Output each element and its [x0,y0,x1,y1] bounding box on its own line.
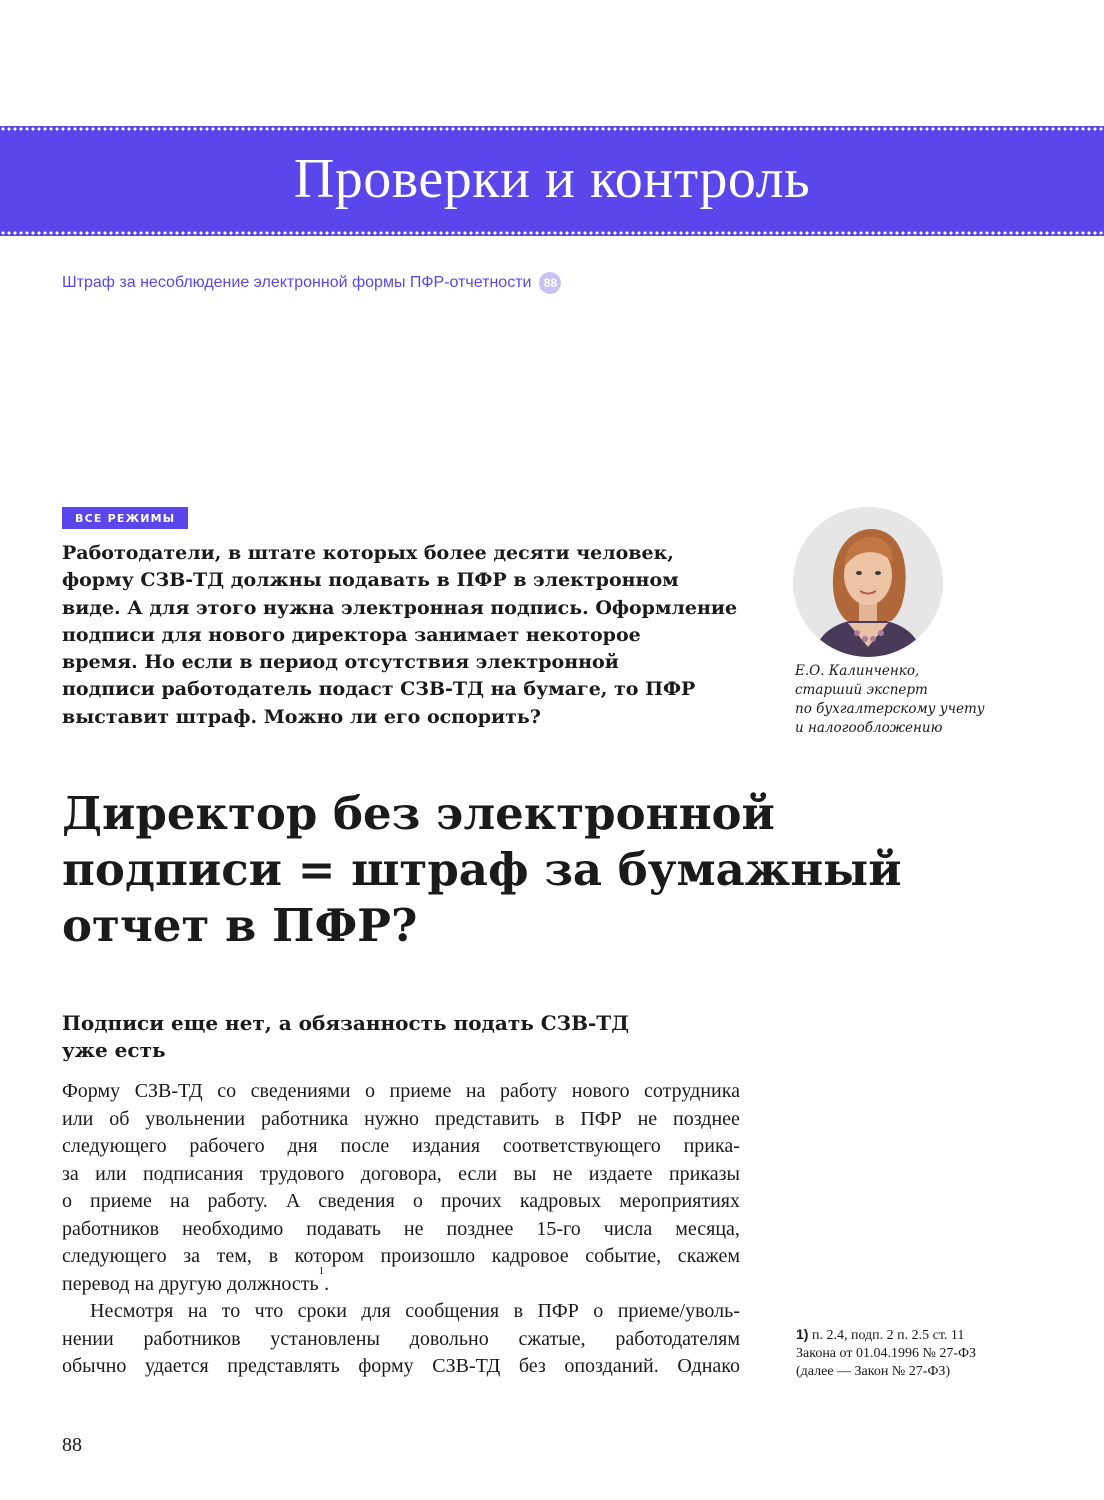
body-line: или об увольнении работника нужно представить в ПФР не позднее [62,1107,740,1130]
lead-line: виде. А для этого нужна электронная подпись. Оформление [62,596,738,619]
lead-line: время. Но если в период отсутствия электронной [62,651,619,674]
lead-line: подписи для нового директора занимает некоторое [62,623,641,646]
body-line: работников необходимо подавать не позднее 15-го числа месяца, [62,1217,740,1240]
subhead-line: Подписи еще нет, а обязанность подать СЗВ-ТД [62,1011,629,1035]
author-title-line: и налогообложению [795,720,943,736]
lead-line: Работодатели, в штате которых более десяти человек, [62,542,674,564]
body-line: следующего рабочего дня после издания соответствующего прика- [62,1135,740,1157]
article-subheading [62,1010,762,1064]
subhead-line: уже есть [62,1038,166,1062]
page-badge: 88 [539,272,561,294]
footnote-text: (далее — Закон № 27-ФЗ) [796,1364,951,1379]
page-number: 88 [62,1434,82,1456]
author-caption [795,662,1025,738]
body-line: о приеме на работу. А сведения о прочих кадровых мероприятиях [62,1190,740,1212]
body-line: за или подписания трудового договора, если вы не издаете приказы [62,1162,740,1185]
footnote-marker[interactable]: 1 [318,1264,325,1277]
author-photo [793,507,943,657]
tax-regime-tag: ВСЕ РЕЖИМЫ [62,507,188,529]
body-text: перевод на другую должность [62,1272,319,1295]
author-title-line: по бухгалтерскому учету [795,701,985,717]
body-line: обычно удается представлять форму СЗВ-ТД без опозданий. Однако [62,1355,740,1377]
section-title: Проверки и контроль [293,148,811,210]
article-body [62,1078,740,1381]
headline-line: отчет в ПФР? [62,899,418,952]
body-line: Несмотря на то что сроки для сообщения в ПФР о приеме/уволь- [90,1300,740,1322]
body-line: нении работников установлены довольно сжатые, работодателям [62,1327,740,1350]
lead-line: подписи работодатель подаст СЗВ-ТД на бумаге, то ПФР [62,678,696,701]
footnote-text: п. 2.4, подп. 2 п. 2.5 ст. 11 [811,1328,965,1343]
author-name: Е.О. Калинченко, [795,663,920,679]
cross-reference-text: Штраф за несоблюдение электронной формы ПФР-отчетности [62,274,532,291]
author-title-line: старший эксперт [795,682,928,698]
lead-paragraph [62,540,752,731]
cross-reference-link[interactable] [62,272,561,294]
footnote [796,1325,1036,1381]
band-dotted-edge-top [0,126,1104,132]
footnote-text: Закона от 01.04.1996 № 27-ФЗ [796,1346,977,1361]
section-header-band [0,126,1104,236]
lead-line: форму СЗВ-ТД должны подавать в ПФР в электронном [62,569,679,592]
lead-line: выставит штраф. Можно ли его оспорить? [62,705,541,728]
band-dotted-edge-bottom [0,230,1104,236]
footnote-number: 1) [796,1326,809,1342]
body-line-with-footnote [62,1264,740,1299]
body-line: Форму СЗВ-ТД со сведениями о приеме на работу нового сотрудника [62,1080,740,1102]
headline-line: подписи = штраф за бумажный [62,843,902,896]
article-headline [62,786,962,954]
body-text: . [324,1272,330,1295]
headline-line: Директор без электронной [62,787,775,840]
author-portrait-illustration [793,507,943,657]
body-line: следующего за тем, в котором произошло кадровое событие, скажем [62,1245,740,1267]
